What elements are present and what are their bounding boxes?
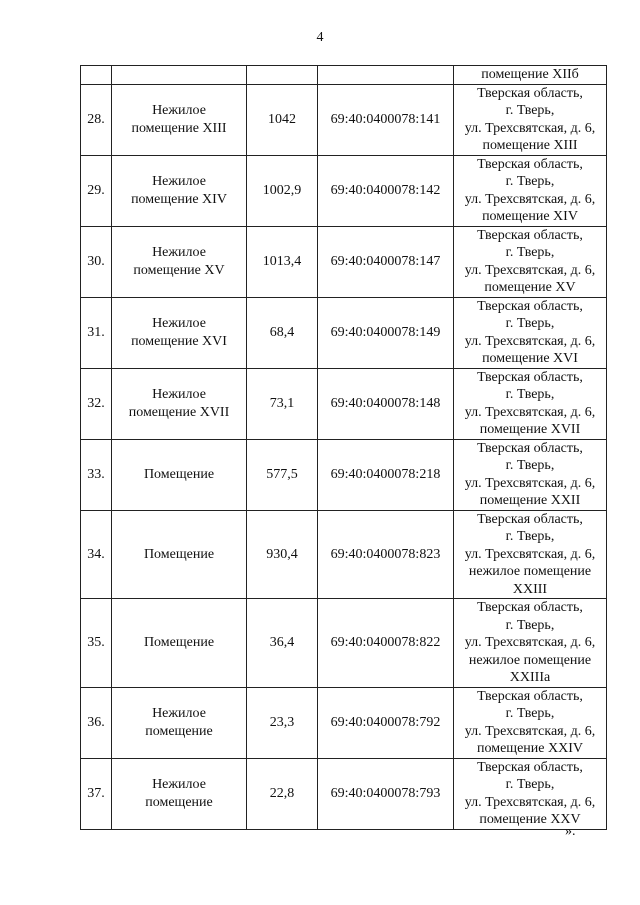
table-row — [81, 758, 607, 829]
address-line: ул. Трехсвятская, д. 6, — [464, 723, 596, 739]
address-line: ул. Трехсвятская, д. 6, — [464, 475, 596, 491]
premises-name-line: Нежилое — [152, 316, 206, 331]
address-line: г. Тверь, — [505, 174, 555, 189]
premises-name — [112, 599, 247, 688]
address-line: Тверская область, — [477, 369, 583, 385]
address-line: ул. Трехсвятская, д. 6, — [464, 546, 596, 562]
address-line: нежилое помещение — [468, 652, 592, 668]
area-value: 1002,9 — [247, 155, 318, 226]
address-line: Тверская область, — [477, 298, 583, 314]
row-number: 37. — [81, 758, 112, 829]
cadastral-number: 69:40:0400078:218 — [318, 439, 454, 510]
address — [454, 510, 607, 599]
address-line: ул. Трехсвятская, д. 6, — [464, 262, 596, 278]
premises-name — [112, 510, 247, 599]
table-row-continued — [81, 66, 607, 85]
address — [454, 758, 607, 829]
premises-name-line: помещение XIV — [131, 191, 227, 207]
premises-name-line: Помещение — [143, 466, 215, 482]
area-value: 1042 — [247, 84, 318, 155]
area-value: 1013,4 — [247, 226, 318, 297]
row-number: 28. — [81, 84, 112, 155]
cadastral-cell — [318, 66, 454, 85]
address — [454, 155, 607, 226]
table-row — [81, 226, 607, 297]
address-line: Тверская область, — [477, 688, 583, 704]
table-row — [81, 439, 607, 510]
cadastral-number: 69:40:0400078:141 — [318, 84, 454, 155]
row-number: 31. — [81, 297, 112, 368]
area-value: 577,5 — [247, 439, 318, 510]
address-line: г. Тверь, — [505, 316, 555, 331]
num-cell — [81, 66, 112, 85]
premises-name-line: помещение XV — [133, 262, 225, 278]
address-line: г. Тверь, — [505, 387, 555, 402]
premises-name-line: помещение XVII — [128, 404, 230, 420]
address-line: г. Тверь, — [505, 617, 555, 633]
row-number: 33. — [81, 439, 112, 510]
address — [454, 226, 607, 297]
premises-name-line: Помещение — [143, 635, 215, 650]
address-line: ул. Трехсвятская, д. 6, — [464, 191, 596, 207]
premises-name — [112, 687, 247, 758]
property-table-body — [81, 66, 607, 830]
address-line: г. Тверь, — [505, 529, 555, 544]
address-line: Тверская область, — [477, 600, 583, 615]
address — [454, 599, 607, 688]
address-line: XXIII — [512, 581, 548, 597]
property-table — [80, 65, 607, 830]
address-line: Тверская область, — [477, 156, 583, 172]
address-line: г. Тверь, — [505, 458, 555, 473]
address-line: XXIIIа — [509, 670, 551, 685]
premises-name-line: Нежилое — [152, 245, 206, 260]
table-row — [81, 687, 607, 758]
address-line: ул. Трехсвятская, д. 6, — [464, 794, 596, 810]
premises-name — [112, 155, 247, 226]
address-line: г. Тверь, — [505, 777, 555, 792]
cadastral-number: 69:40:0400078:822 — [318, 599, 454, 688]
address-line: г. Тверь, — [505, 245, 555, 260]
premises-name-line: Помещение — [143, 546, 215, 562]
page-number: 4 — [316, 30, 324, 45]
area-value: 930,4 — [247, 510, 318, 599]
cadastral-number: 69:40:0400078:792 — [318, 687, 454, 758]
address-line: Тверская область, — [477, 759, 583, 775]
address-line: ул. Трехсвятская, д. 6, — [464, 404, 596, 420]
table-row — [81, 510, 607, 599]
row-number: 32. — [81, 368, 112, 439]
premises-name — [112, 439, 247, 510]
table-row — [81, 599, 607, 688]
address-line: помещение XXV — [479, 812, 581, 827]
premises-name-line: помещение XVI — [131, 333, 227, 349]
address-line: помещение XXIV — [477, 741, 583, 756]
address-line: помещение XIV — [482, 209, 578, 224]
row-number: 35. — [81, 599, 112, 688]
premises-name — [112, 84, 247, 155]
row-number: 36. — [81, 687, 112, 758]
premises-name — [112, 297, 247, 368]
address-line: помещение XVII — [479, 422, 581, 437]
name-cell — [112, 66, 247, 85]
address-line: Тверская область, — [477, 511, 583, 527]
address-line: помещение XVI — [482, 351, 578, 366]
address-line: помещение XIII — [482, 138, 578, 153]
row-number: 34. — [81, 510, 112, 599]
address-cell: помещение XIIб — [454, 66, 607, 85]
address-line: г. Тверь, — [505, 706, 555, 721]
premises-name — [112, 758, 247, 829]
cadastral-number: 69:40:0400078:147 — [318, 226, 454, 297]
area-value: 68,4 — [247, 297, 318, 368]
address-line: нежилое помещение — [468, 564, 592, 579]
address — [454, 84, 607, 155]
area-cell — [247, 66, 318, 85]
address-line: помещение XXII — [479, 493, 581, 508]
cadastral-number: 69:40:0400078:793 — [318, 758, 454, 829]
premises-name-line: Нежилое — [152, 387, 206, 402]
area-value: 22,8 — [247, 758, 318, 829]
address — [454, 687, 607, 758]
address — [454, 439, 607, 510]
address-line: ул. Трехсвятская, д. 6, — [464, 120, 596, 136]
cadastral-number: 69:40:0400078:148 — [318, 368, 454, 439]
area-value: 23,3 — [247, 687, 318, 758]
address-line: помещение XV — [484, 280, 576, 295]
premises-name — [112, 368, 247, 439]
address — [454, 368, 607, 439]
premises-name-line: помещение — [145, 794, 213, 810]
address-line: Тверская область, — [477, 440, 583, 456]
row-number: 30. — [81, 226, 112, 297]
premises-name-line: Нежилое — [152, 706, 206, 721]
table-row — [81, 368, 607, 439]
address-line: Тверская область, — [477, 85, 583, 101]
table-row — [81, 297, 607, 368]
address-line: ул. Трехсвятская, д. 6, — [464, 635, 596, 650]
area-value: 36,4 — [247, 599, 318, 688]
row-number: 29. — [81, 155, 112, 226]
cadastral-number: 69:40:0400078:823 — [318, 510, 454, 599]
area-value: 73,1 — [247, 368, 318, 439]
address — [454, 297, 607, 368]
address-line: г. Тверь, — [505, 103, 555, 118]
cadastral-number: 69:40:0400078:142 — [318, 155, 454, 226]
premises-name — [112, 226, 247, 297]
table-row — [81, 155, 607, 226]
premises-name-line: Нежилое — [152, 777, 206, 792]
cadastral-number: 69:40:0400078:149 — [318, 297, 454, 368]
table-row — [81, 84, 607, 155]
premises-name-line: Нежилое — [152, 103, 206, 118]
address-line: Тверская область, — [477, 227, 583, 243]
premises-name-line: Нежилое — [152, 174, 206, 189]
address-line: ул. Трехсвятская, д. 6, — [464, 333, 596, 349]
closing-quote: ». — [565, 824, 576, 839]
premises-name-line: помещение — [145, 723, 213, 739]
premises-name-line: помещение XIII — [131, 120, 227, 136]
